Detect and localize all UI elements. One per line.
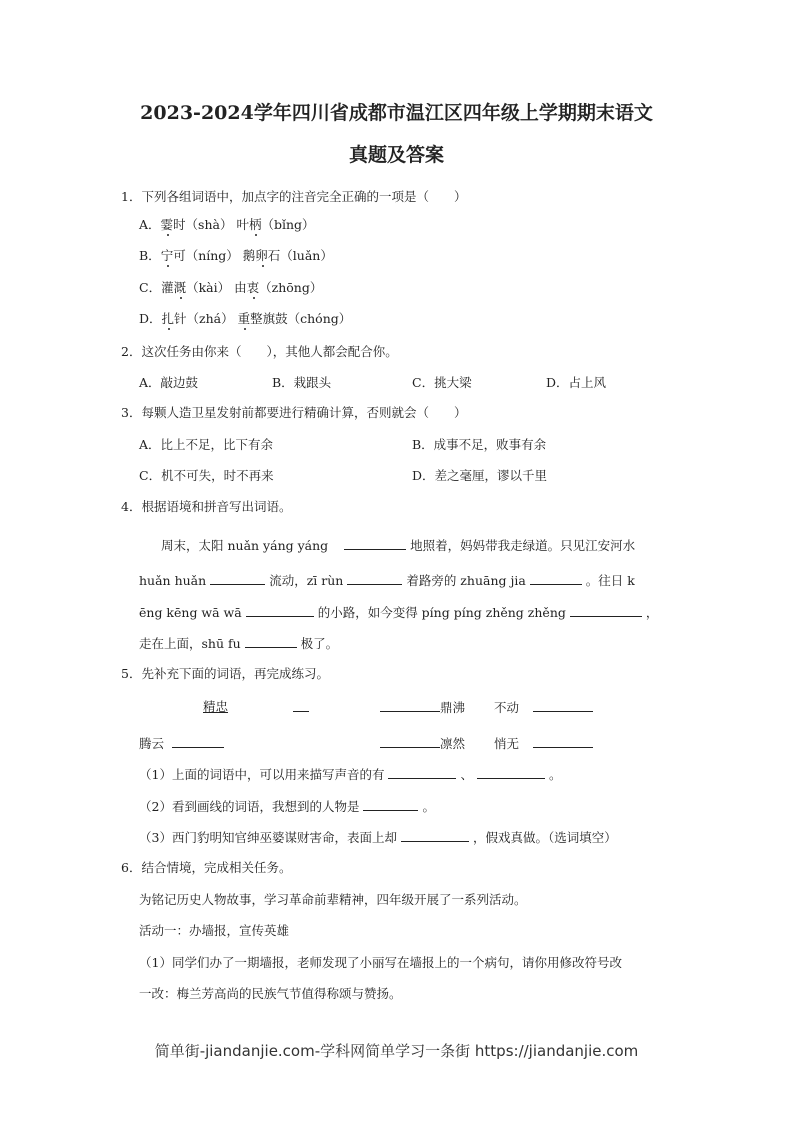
answer-blank[interactable]	[246, 603, 314, 617]
q6-stem: 6．结合情境，完成相关任务。	[121, 860, 292, 875]
answer-blank[interactable]	[363, 797, 418, 811]
answer-blank[interactable]	[344, 536, 406, 550]
word-row2-left: 腾云	[139, 734, 228, 753]
footer-watermark: 简单街-jiandanjie.com-学科网简单学习一条街 https://jiandanjie.com	[154, 1042, 639, 1060]
q5-sub1: （1）上面的词语中，可以用来描写声音的有 、 。	[139, 767, 562, 782]
answer-blank[interactable]	[380, 698, 440, 712]
answer-blank[interactable]	[380, 734, 440, 748]
word-row2-mid: 凛然	[380, 734, 465, 753]
q3-option-b: B．成事不足，败事有余	[412, 437, 547, 452]
q3-option-c: C．机不可失，时不再来	[139, 468, 274, 483]
title-line-1: 2023-2024学年四川省成都市温江区四年级上学期期末语文	[140, 102, 653, 124]
q1-option-b: B．宁可（níng） 鹅卵石（luǎn）	[139, 248, 333, 263]
answer-blank[interactable]	[530, 571, 582, 585]
q6-activity-1: 活动一：办墙报，宣传英雄	[139, 923, 290, 938]
q4-line-3: ēng kēng wā wā 的小路，如今变得 píng píng zhěng zhěng ，	[139, 605, 659, 620]
q2-option-d: D．占上风	[546, 375, 607, 390]
q6-task-1-cont: 一改：梅兰芳高尚的民族气节值得称颂与赞扬。	[139, 986, 402, 1001]
q4-line-4: 走在上面，shū fu 极了。	[139, 636, 339, 651]
q2-option-b: B．栽跟头	[272, 375, 332, 390]
answer-blank[interactable]	[401, 828, 469, 842]
q5-sub3: （3）西门豹明知官绅巫婆谋财害命，表面上却 ，假戏真做。（选词填空）	[139, 830, 617, 845]
q2-option-c: C．挑大梁	[412, 375, 472, 390]
answer-blank[interactable]	[245, 634, 297, 648]
q3-option-a: A．比上不足，比下有余	[139, 437, 274, 452]
q4-line-1: 周末，太阳 nuǎn yáng yáng 地照着，妈妈带我走绿道。只见江安河水	[161, 538, 636, 553]
q6-task-1: （1）同学们办了一期墙报，老师发现了小丽写在墙报上的一个病句，请你用修改符号改	[139, 955, 622, 970]
q1-option-d: D．扎针（zhá） 重整旗鼓（chóng）	[139, 311, 352, 326]
q1-option-c: C．灌溉（kài） 由衷（zhōng）	[139, 280, 323, 295]
word-row2-right: 悄无	[494, 734, 597, 753]
answer-blank[interactable]	[533, 734, 593, 748]
q4-line-2: huǎn huǎn 流动，zī rùn 着路旁的 zhuāng jia 。往日 k	[139, 573, 635, 588]
q6-intro: 为铭记历史人物故事，学习革命前辈精神，四年级开展了一系列活动。	[139, 892, 527, 907]
answer-blank	[293, 698, 309, 717]
answer-blank[interactable]	[477, 765, 545, 779]
title-line-2: 真题及答案	[348, 144, 444, 166]
answer-blank[interactable]	[533, 698, 593, 712]
q3-stem: 3．每颗人造卫星发射前都要进行精确计算，否则就会（ ）	[121, 405, 467, 420]
answer-blank[interactable]	[388, 765, 456, 779]
answer-blank[interactable]	[172, 734, 224, 748]
q2-stem: 2．这次任务由你来（ ），其他人都会配合你。	[121, 344, 398, 359]
answer-blank[interactable]	[210, 571, 265, 585]
q5-stem: 5．先补充下面的词语，再完成练习。	[121, 666, 329, 681]
q5-sub2: （2）看到画线的词语，我想到的人物是 。	[139, 799, 435, 814]
q2-option-a: A．敲边鼓	[139, 375, 199, 390]
q1-stem: 1．下列各组词语中，加点字的注音完全正确的一项是（ ）	[121, 189, 467, 204]
word-row1-right: 不动	[494, 698, 597, 717]
q3-option-d: D．差之毫厘，谬以千里	[412, 468, 548, 483]
answer-blank[interactable]	[570, 603, 642, 617]
word-row1-mid: 鼎沸	[380, 698, 465, 717]
word-jingzhong: 精忠	[203, 699, 229, 714]
answer-blank[interactable]	[347, 571, 402, 585]
q4-stem: 4．根据语境和拼音写出词语。	[121, 499, 292, 514]
q1-option-a: A．霎时（shà） 叶柄（bǐng）	[139, 217, 315, 232]
